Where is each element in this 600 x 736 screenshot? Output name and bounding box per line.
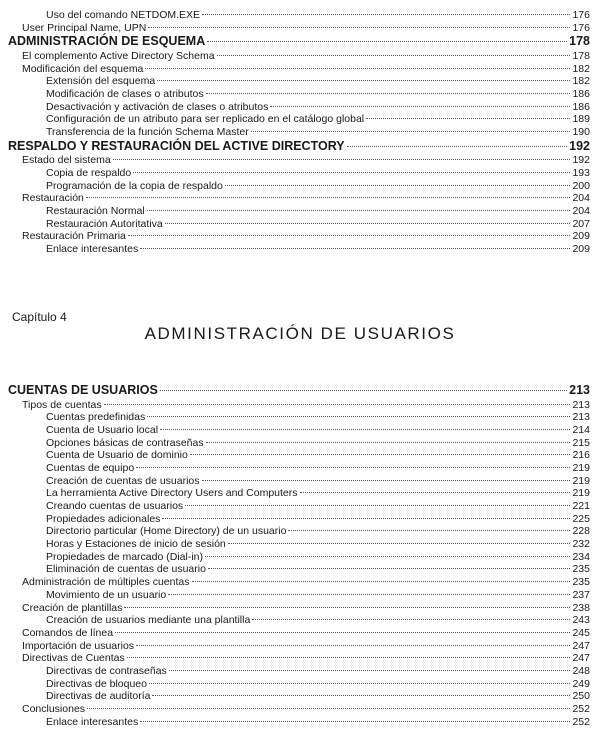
toc-entry-title: Restauración Primaria xyxy=(22,230,126,243)
toc-entry xyxy=(0,563,600,576)
dot-leader xyxy=(140,721,570,722)
dot-leader xyxy=(113,159,571,160)
toc-entry-title: El complemento Active Directory Schema xyxy=(22,49,215,62)
toc-entry-page: 209 xyxy=(572,230,590,243)
toc-entry-page: 215 xyxy=(572,436,590,449)
toc-entry-page: 252 xyxy=(572,703,590,715)
toc-entry-title: Desactivación y activación de clases o atributos xyxy=(46,100,269,113)
toc-section-previous-chapter xyxy=(0,9,600,256)
toc-entry-page: 235 xyxy=(572,576,590,589)
toc-entry-page: 186 xyxy=(572,100,590,113)
dot-leader xyxy=(160,429,570,430)
dot-leader xyxy=(206,442,571,443)
toc-entry-page: 178 xyxy=(572,49,590,62)
dot-leader xyxy=(288,530,570,531)
toc-entry-title: Creación de plantillas xyxy=(22,601,123,614)
toc-entry-title: Cuentas de equipo xyxy=(46,461,135,474)
toc-entry xyxy=(0,180,600,193)
dot-leader xyxy=(160,390,567,391)
toc-entry xyxy=(0,22,600,35)
toc-entry xyxy=(0,399,600,412)
toc-entry-title: Directorio particular (Home Directory) de un usuario xyxy=(46,525,287,538)
toc-entry-title: Cuentas predefinidas xyxy=(46,411,146,424)
toc-entry xyxy=(0,589,600,602)
dot-leader xyxy=(128,235,571,236)
toc-entry-title: Propiedades de marcado (Dial-in) xyxy=(46,550,203,563)
toc-entry-title: La herramienta Active Directory Users and Computers xyxy=(46,487,298,500)
toc-entry xyxy=(0,475,600,488)
dot-leader xyxy=(147,416,570,417)
dot-leader xyxy=(208,568,571,569)
dot-leader xyxy=(104,404,571,405)
toc-entry-page: 252 xyxy=(572,715,590,728)
dot-leader xyxy=(87,708,570,709)
toc-entry xyxy=(0,205,600,218)
dot-leader xyxy=(270,106,570,107)
toc-entry-page: 186 xyxy=(572,87,590,100)
toc-entry xyxy=(0,75,600,88)
toc-entry xyxy=(0,437,600,450)
toc-entry-title: Comandos de línea xyxy=(22,626,114,639)
toc-entry-page: 182 xyxy=(572,62,590,75)
toc-entry-title: Importación de usuarios xyxy=(22,639,135,652)
toc-entry xyxy=(0,9,600,22)
toc-entry xyxy=(0,576,600,589)
toc-entry-page: 189 xyxy=(572,113,590,126)
toc-entry xyxy=(0,627,600,640)
toc-entry xyxy=(0,113,600,126)
toc-entry-page: 250 xyxy=(572,690,590,703)
toc-entry xyxy=(0,525,600,538)
toc-entry-title: Uso del comando NETDOM.EXE xyxy=(46,9,201,21)
toc-entry-title: ADMINISTRACIÓN DE ESQUEMA xyxy=(8,34,206,49)
toc-entry-title: Creando cuentas de usuarios xyxy=(46,500,184,512)
toc-entry-page: 204 xyxy=(572,192,590,205)
dot-leader xyxy=(147,210,571,211)
toc-entry-title: Directivas de bloqueo xyxy=(46,677,147,690)
toc-entry xyxy=(0,500,600,513)
toc-entry xyxy=(0,678,600,691)
dot-leader xyxy=(225,185,571,186)
toc-entry-title: Tipos de cuentas xyxy=(22,398,102,411)
dot-leader xyxy=(169,670,571,671)
dot-leader xyxy=(228,543,571,544)
dot-leader xyxy=(202,14,570,15)
toc-entry-page: 219 xyxy=(572,487,590,500)
toc-entry-page: 245 xyxy=(572,626,590,639)
toc-section-chapter-4 xyxy=(0,383,600,728)
toc-entry-page: 219 xyxy=(572,461,590,474)
toc-entry-page: 207 xyxy=(572,217,590,230)
dot-leader xyxy=(115,632,570,633)
toc-entry-title: Estado del sistema xyxy=(22,154,111,167)
toc-entry xyxy=(0,449,600,462)
toc-entry-title: Propiedades adicionales xyxy=(46,512,161,525)
toc-heading xyxy=(0,383,600,399)
dot-leader xyxy=(149,683,570,684)
dot-leader xyxy=(190,454,571,455)
toc-entry xyxy=(0,690,600,703)
toc-entry xyxy=(0,614,600,627)
chapter-label: Capítulo 4 xyxy=(12,310,67,324)
toc-entry xyxy=(0,88,600,101)
dot-leader xyxy=(152,695,570,696)
chapter-title: ADMINISTRACIÓN DE USUARIOS xyxy=(144,324,456,343)
toc-entry-title: Restauración Autoritativa xyxy=(46,217,163,230)
dot-leader xyxy=(366,118,570,119)
toc-entry-page: 219 xyxy=(572,474,590,487)
toc-entry-page: 213 xyxy=(569,383,590,397)
toc-entry xyxy=(0,167,600,180)
toc-entry xyxy=(0,50,600,63)
dot-leader xyxy=(157,80,570,81)
toc-entry-title: Movimiento de un usuario xyxy=(46,588,167,601)
toc-entry-title: Administración de múltiples cuentas xyxy=(22,576,190,589)
dot-leader xyxy=(140,248,570,249)
toc-entry-page: 248 xyxy=(572,664,590,677)
toc-entry xyxy=(0,154,600,167)
toc-entry-page: 182 xyxy=(572,75,590,88)
toc-entry-page: 192 xyxy=(569,138,590,153)
dot-leader xyxy=(217,55,571,56)
toc-entry-title: Extensión del esquema xyxy=(46,75,156,88)
toc-entry-page: 247 xyxy=(572,639,590,652)
dot-leader xyxy=(162,518,570,519)
toc-entry-title: Horas y Estaciones de inicio de sesión xyxy=(46,538,226,551)
toc-entry xyxy=(0,487,600,500)
dot-leader xyxy=(300,492,571,493)
toc-entry-page: 176 xyxy=(572,21,590,34)
toc-entry xyxy=(0,703,600,716)
toc-entry-title: Configuración de un atributo para ser replicado en el catálogo global xyxy=(46,113,365,126)
toc-entry xyxy=(0,652,600,665)
toc-entry-page: 232 xyxy=(572,538,590,551)
toc-entry-page: 190 xyxy=(572,126,590,138)
toc-entry xyxy=(0,411,600,424)
toc-entry-title: Directivas de auditoría xyxy=(46,690,151,703)
toc-entry xyxy=(0,243,600,256)
toc-entry-page: 225 xyxy=(572,512,590,525)
toc-entry-title: Directivas de Cuentas xyxy=(22,652,125,665)
toc-entry-page: 228 xyxy=(572,525,590,538)
toc-entry-title: Cuenta de Usuario de dominio xyxy=(46,449,188,462)
toc-entry-title: Enlace interesantes xyxy=(46,243,139,255)
toc-entry xyxy=(0,126,600,139)
dot-leader xyxy=(207,41,567,42)
toc-entry-title: Modificación del esquema xyxy=(22,62,144,75)
toc-entry xyxy=(0,716,600,729)
toc-entry xyxy=(0,513,600,526)
toc-entry-page: 243 xyxy=(572,614,590,627)
dot-leader xyxy=(127,657,571,658)
toc-entry-title: Creación de cuentas de usuarios xyxy=(46,474,200,487)
toc-entry xyxy=(0,602,600,615)
dot-leader xyxy=(168,594,570,595)
toc-entry-page: 192 xyxy=(572,154,590,167)
toc-entry-title: RESPALDO Y RESTAURACIÓN DEL ACTIVE DIRECTORY xyxy=(8,138,345,153)
toc-entry xyxy=(0,192,600,205)
dot-leader xyxy=(136,467,570,468)
toc-entry-page: 200 xyxy=(572,179,590,192)
dot-leader xyxy=(347,146,568,147)
dot-leader xyxy=(165,223,571,224)
dot-leader xyxy=(133,172,570,173)
toc-entry-title: Enlace interesantes xyxy=(46,715,139,728)
toc-entry-title: User Principal Name, UPN xyxy=(22,21,147,34)
dot-leader xyxy=(185,505,570,506)
toc-entry xyxy=(0,640,600,653)
toc-entry-title: Restauración Normal xyxy=(46,204,145,217)
toc-entry-page: 221 xyxy=(572,500,590,512)
toc-entry xyxy=(0,101,600,114)
toc-entry-page: 216 xyxy=(572,449,590,462)
toc-entry-title: Copia de respaldo xyxy=(46,166,132,179)
toc-entry-page: 234 xyxy=(572,550,590,563)
toc-entry-title: Transferencia de la función Schema Master xyxy=(46,126,249,138)
dot-leader xyxy=(252,619,570,620)
toc-entry-page: 237 xyxy=(572,588,590,601)
toc-entry-page: 176 xyxy=(572,9,590,21)
toc-entry-page: 213 xyxy=(572,398,590,411)
toc-entry-title: Restauración xyxy=(22,192,84,205)
dot-leader xyxy=(136,645,570,646)
dot-leader xyxy=(148,27,570,28)
toc-heading xyxy=(0,34,600,50)
toc-entry-page: 214 xyxy=(572,423,590,436)
toc-entry xyxy=(0,230,600,243)
toc-entry xyxy=(0,551,600,564)
toc-heading xyxy=(0,139,600,155)
toc-entry-page: 178 xyxy=(569,34,590,49)
toc-entry-title: Cuenta de Usuario local xyxy=(46,423,159,436)
dot-leader xyxy=(145,68,570,69)
toc-entry-page: 213 xyxy=(572,411,590,424)
dot-leader xyxy=(205,556,570,557)
dot-leader xyxy=(192,581,571,582)
toc-entry-page: 204 xyxy=(572,204,590,217)
toc-entry-page: 238 xyxy=(572,601,590,614)
toc-entry-title: CUENTAS DE USUARIOS xyxy=(8,383,158,397)
toc-entry-page: 249 xyxy=(572,677,590,690)
toc-entry-title: Creación de usuarios mediante una plantilla xyxy=(46,614,251,627)
toc-entry xyxy=(0,665,600,678)
dot-leader xyxy=(202,480,571,481)
dot-leader xyxy=(206,93,571,94)
toc-entry xyxy=(0,218,600,231)
toc-entry-title: Conclusiones xyxy=(22,703,86,715)
toc-entry-title: Eliminación de cuentas de usuario xyxy=(46,563,206,576)
toc-entry-page: 209 xyxy=(572,243,590,255)
toc-entry-title: Modificación de clases o atributos xyxy=(46,87,204,100)
toc-entry-title: Programación de la copia de respaldo xyxy=(46,179,223,192)
toc-entry-page: 235 xyxy=(572,563,590,576)
dot-leader xyxy=(251,131,571,132)
toc-entry-page: 247 xyxy=(572,652,590,665)
toc-entry xyxy=(0,462,600,475)
toc-entry xyxy=(0,424,600,437)
toc-entry xyxy=(0,538,600,551)
toc-entry xyxy=(0,63,600,76)
dot-leader xyxy=(86,197,571,198)
toc-entry-page: 193 xyxy=(572,166,590,179)
dot-leader xyxy=(124,607,570,608)
toc-entry-title: Opciones básicas de contraseñas xyxy=(46,436,204,449)
toc-entry-title: Directivas de contraseñas xyxy=(46,664,167,677)
